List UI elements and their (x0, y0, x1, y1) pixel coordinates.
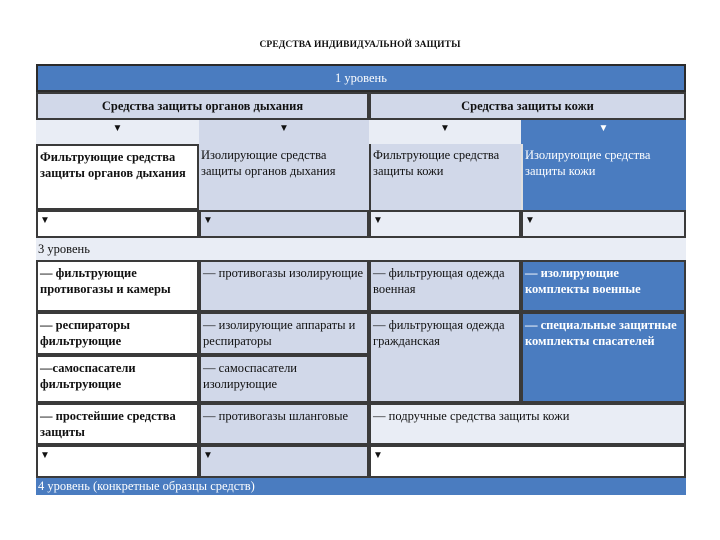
skin-protection-header: Средства защиты кожи (369, 92, 686, 120)
isolating-respiratory-category: Изолирующие средства защиты органов дыхания (199, 144, 369, 210)
item-simple-protection: — простейшие средства защиты (36, 403, 199, 445)
item-military-filtering-clothing: — фильтрующая одежда военная (369, 260, 521, 312)
arrow-down-icon: ▼ (36, 445, 199, 478)
item-civil-filtering-clothing: — фильтрующая одежда гражданская (369, 312, 521, 403)
arrow-down-icon: ▼ (369, 210, 521, 238)
arrow-down-icon: ▼ (369, 120, 521, 144)
arrow-down-icon: ▼ (199, 210, 369, 238)
arrow-down-icon: ▼ (36, 120, 199, 144)
arrow-down-icon: ▼ (369, 445, 686, 478)
sizod-table (36, 64, 686, 495)
level-3-header: 3 уровень (36, 238, 686, 260)
level-4-footer: 4 уровень (конкретные образцы средств) (36, 478, 686, 495)
item-filtering-self-rescuers: —самоспасатели фильтрующие (36, 355, 199, 403)
item-improvised-skin-protection: — подручные средства защиты кожи (369, 403, 686, 445)
item-isolating-self-rescuers: — самоспасатели изолирующие (199, 355, 369, 403)
arrow-down-icon: ▼ (521, 210, 686, 238)
item-rescuer-kits: — специальные защитные комплекты спасателей (521, 312, 686, 403)
arrow-down-icon: ▼ (199, 120, 369, 144)
item-isolating-apparatus: — изолирующие аппараты и респираторы (199, 312, 369, 355)
arrow-down-icon: ▼ (521, 120, 686, 144)
arrow-down-icon: ▼ (199, 445, 369, 478)
item-military-isolating-kits: — изолирующие комплекты военные (521, 260, 686, 312)
item-filtering-respirators: — респираторы фильтрующие (36, 312, 199, 355)
item-isolating-gas-masks: — противогазы изолирующие (199, 260, 369, 312)
isolating-skin-category: Изолирующие средства защиты кожи (521, 144, 686, 210)
filtering-respiratory-category: Фильтрующие средства защиты органов дыхания (36, 144, 199, 210)
arrow-down-icon: ▼ (36, 210, 199, 238)
page-title: СРЕДСТВА ИНДИВИДУАЛЬНОЙ ЗАЩИТЫ (259, 40, 461, 50)
item-filtering-gas-masks: — фильтрующие противогазы и камеры (36, 260, 199, 312)
filtering-skin-category: Фильтрующие средства защиты кожи (369, 144, 521, 210)
level-1-header: 1 уровень (36, 64, 686, 92)
respiratory-protection-header: Средства защиты органов дыхания (36, 92, 369, 120)
item-hose-gas-masks: — противогазы шланговые (199, 403, 369, 445)
